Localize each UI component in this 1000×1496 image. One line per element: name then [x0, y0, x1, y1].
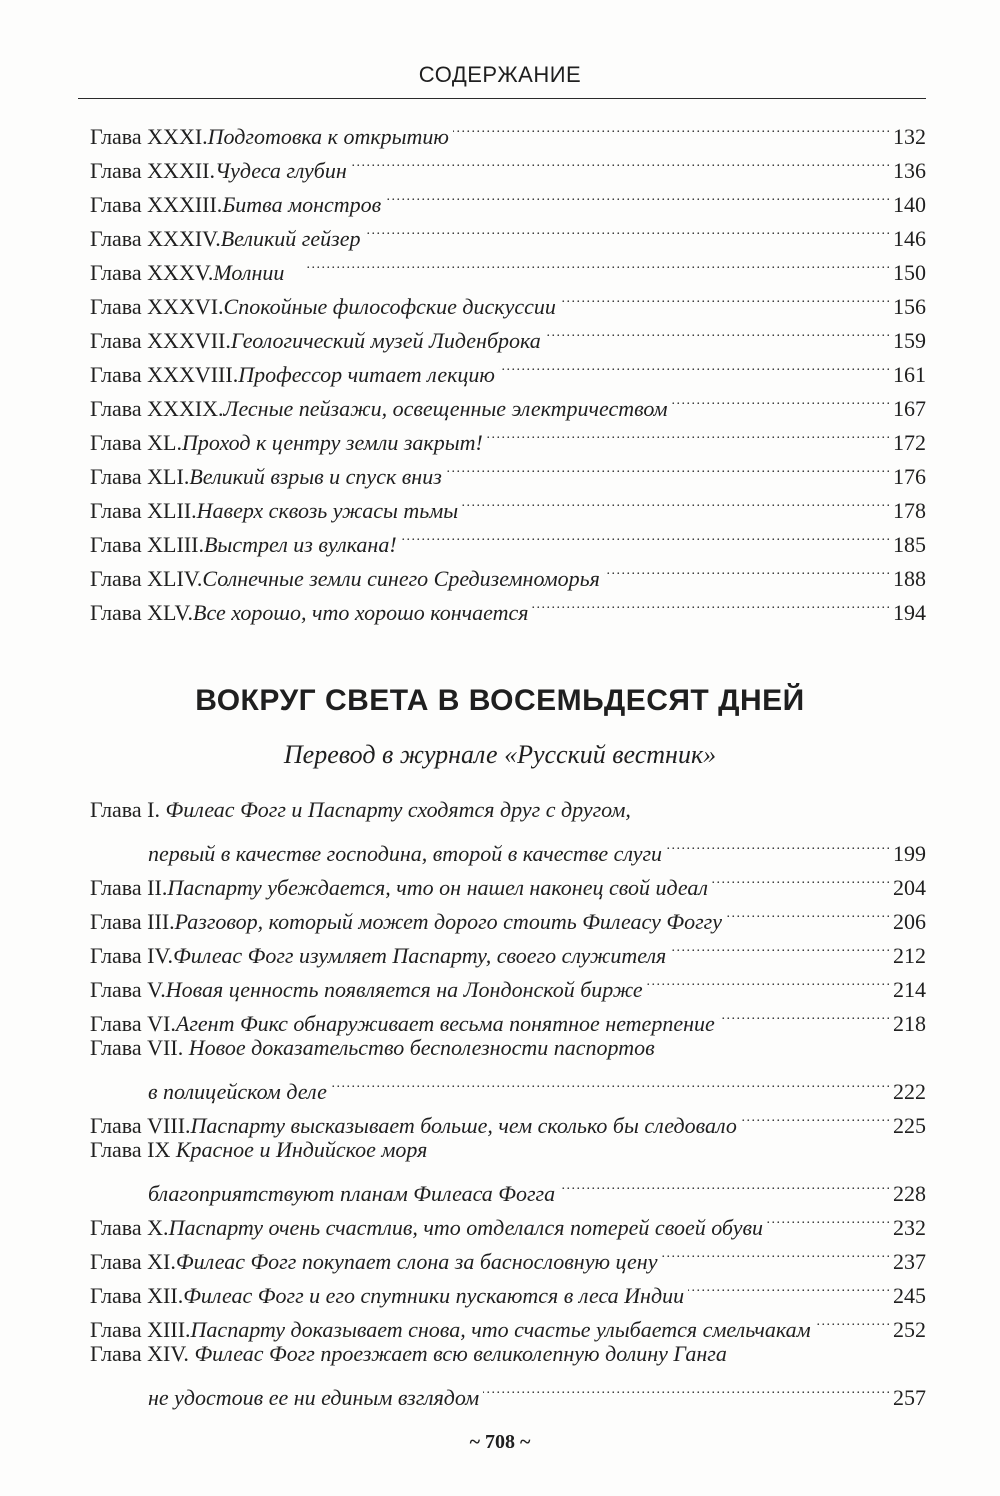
chapter-title: Чудеса глубин: [215, 158, 347, 183]
page-number-ref: 245: [893, 1283, 926, 1308]
chapter-title: Паспарту очень счастлив, что отделался потерей своей обуви: [168, 1215, 764, 1240]
header-rule: [78, 98, 926, 99]
chapter-label: Глава XLV.: [90, 600, 194, 625]
chapter-label: Глава XXXVII.: [90, 328, 231, 353]
page-number-ref: 222: [893, 1079, 926, 1104]
dot-leader: [385, 178, 889, 212]
dot-leader: [560, 280, 889, 314]
page-number-ref: 218: [893, 1011, 926, 1036]
chapter-label: Глава XXXIV.: [90, 226, 221, 251]
dot-leader: [604, 552, 889, 586]
dot-leader: [364, 212, 889, 246]
chapter-label: Глава VIII.: [90, 1113, 191, 1138]
page-number-ref: 188: [893, 566, 926, 591]
page-number-ref: 150: [893, 260, 926, 285]
page-number-ref: 257: [893, 1385, 926, 1410]
toc-part1: [90, 110, 926, 625]
page-number-ref: 185: [893, 532, 926, 557]
page-number-ref: 172: [893, 430, 926, 455]
chapter-title-continuation: первый в качестве господина, второй в качестве слуги: [148, 841, 663, 866]
chapter-label: Глава II.: [90, 875, 168, 900]
toc-part2: [90, 793, 926, 1410]
dot-leader: [712, 861, 889, 895]
chapter-label: Глава V.: [90, 977, 166, 1002]
chapter-label: Глава VII.: [90, 1035, 189, 1060]
running-head: СОДЕРЖАНИЕ: [418, 62, 582, 87]
chapter-title: Лесные пейзажи, освещенные электричеством: [223, 396, 668, 421]
dot-leader: [559, 1167, 889, 1201]
chapter-title: Филеас Фогг проезжает всю великолепную долину Ганга: [194, 1341, 727, 1366]
dot-leader: [545, 314, 889, 348]
dot-leader: [647, 963, 889, 997]
dot-leader: [672, 382, 889, 416]
chapter-title: Разговор, который может дорого стоить Филеасу Фоггу: [174, 909, 723, 934]
page-number-ref: 232: [893, 1215, 926, 1240]
chapter-title: Паспарту убеждается, что он нашел наконец свой идеал: [167, 875, 708, 900]
toc-entry-last-line: [90, 1371, 926, 1410]
chapter-label: Глава XXXVIII.: [90, 362, 239, 387]
chapter-title: Паспарту доказывает снова, что счастье улыбается смельчакам: [190, 1317, 811, 1342]
dot-leader: [532, 586, 889, 620]
chapter-title: Филеас Фогг и Паспарту сходятся друг с другом,: [165, 797, 631, 822]
page-number-ref: 228: [893, 1181, 926, 1206]
dot-leader: [741, 1099, 889, 1133]
toc-entry-first-line: [90, 1031, 926, 1065]
chapter-label: Глава VI.: [90, 1011, 176, 1036]
chapter-label: Глава XXXV.: [90, 260, 214, 285]
chapter-label: Глава XIII.: [90, 1317, 191, 1342]
chapter-title: Молнии: [213, 260, 285, 285]
chapter-label: Глава XL.: [90, 430, 182, 455]
chapter-title: Красное и Индийское моря: [175, 1137, 428, 1162]
page-number-ref: 206: [893, 909, 926, 934]
page-number: ~ 708 ~: [469, 1431, 531, 1453]
dot-leader: [288, 246, 889, 280]
page-number-ref: 204: [893, 875, 926, 900]
toc-entry-last-line: [90, 827, 926, 866]
chapter-title: Новая ценность появляется на Лондонской бирже: [165, 977, 643, 1002]
toc-entry-last-line: [90, 1167, 926, 1206]
dot-leader: [453, 110, 889, 144]
chapter-label: Глава XLIII.: [90, 532, 204, 557]
chapter-title: Филеас Фогг и его спутники пускаются в леса Индии: [183, 1283, 685, 1308]
chapter-label: Глава XXXIX.: [90, 396, 224, 421]
chapter-label: Глава XXXI.: [90, 124, 208, 149]
section-title: ВОКРУГ СВЕТА В ВОСЕМЬДЕСЯТ ДНЕЙ: [195, 684, 805, 717]
chapter-label: Глава IX: [90, 1137, 176, 1162]
dot-leader: [726, 895, 889, 929]
page-number-ref: 176: [893, 464, 926, 489]
chapter-title: Битва монстров: [222, 192, 382, 217]
chapter-label: Глава XXXII.: [90, 158, 215, 183]
chapter-title: Геологический музей Лиденброка: [230, 328, 541, 353]
chapter-label: Глава XIV.: [90, 1341, 195, 1366]
chapter-label: Глава I.: [90, 797, 166, 822]
toc-entry: [90, 1133, 926, 1206]
toc-entry: [90, 1337, 926, 1410]
page-number-ref: 199: [893, 841, 926, 866]
chapter-title: Спокойные философские дискуссии: [223, 294, 556, 319]
dot-leader: [767, 1201, 889, 1235]
chapter-title: Наверх сквозь ужасы тьмы: [196, 498, 459, 523]
dot-leader: [719, 997, 889, 1031]
page-number-ref: 167: [893, 396, 926, 421]
chapter-label: Глава XXXVI.: [90, 294, 224, 319]
chapter-title-continuation: благоприятствуют планам Филеаса Фогга: [148, 1181, 556, 1206]
section-subtitle: Перевод в журнале «Русский вестник»: [283, 740, 717, 769]
dot-leader: [462, 484, 889, 518]
chapter-label: Глава X.: [90, 1215, 169, 1240]
chapter-title: Филеас Фогг изумляет Паспарту, своего служителя: [173, 943, 667, 968]
chapter-label: Глава XI.: [90, 1249, 176, 1274]
toc-entry-last-line: [90, 1065, 926, 1104]
dot-leader: [351, 144, 889, 178]
page-number-ref: 194: [893, 600, 926, 625]
page-number-ref: 156: [893, 294, 926, 319]
chapter-title: Солнечные земли синего Средиземноморья: [202, 566, 600, 591]
page-number-ref: 146: [893, 226, 926, 251]
chapter-label: Глава XLI.: [90, 464, 190, 489]
chapter-title: Великий гейзер: [220, 226, 361, 251]
dot-leader: [331, 1065, 889, 1099]
chapter-label: Глава III.: [90, 909, 175, 934]
page-number-ref: 212: [893, 943, 926, 968]
chapter-label: Глава XII.: [90, 1283, 184, 1308]
dot-leader: [661, 1235, 889, 1269]
page-number-ref: 140: [893, 192, 926, 217]
chapter-title-continuation: в полицейском деле: [148, 1079, 327, 1104]
dot-leader: [499, 348, 889, 382]
chapter-title: Подготовка к открытию: [207, 124, 449, 149]
dot-leader: [401, 518, 889, 552]
chapter-label: Глава XLII.: [90, 498, 197, 523]
toc-entry: [90, 110, 926, 149]
page-number-ref: 252: [893, 1317, 926, 1342]
page-number-ref: 237: [893, 1249, 926, 1274]
dot-leader: [446, 450, 889, 484]
page-number-ref: 225: [893, 1113, 926, 1138]
page-number-ref: 132: [893, 124, 926, 149]
chapter-label: Глава XXXIII.: [90, 192, 223, 217]
chapter-title: Проход к центру земли закрыт!: [182, 430, 483, 455]
chapter-title: Агент Фикс обнаруживает весьма понятное нетерпение: [175, 1011, 715, 1036]
chapter-title-continuation: не удостоив ее ни единым взглядом: [148, 1385, 480, 1410]
dot-leader: [483, 1371, 889, 1405]
chapter-title: Новое доказательство бесполезности паспортов: [188, 1035, 655, 1060]
page-number-ref: 214: [893, 977, 926, 1002]
page-number-ref: 159: [893, 328, 926, 353]
chapter-title: Выстрел из вулкана!: [203, 532, 397, 557]
dot-leader: [487, 416, 889, 450]
chapter-title: Профессор читает лекцию: [238, 362, 495, 387]
dot-leader: [670, 929, 889, 963]
dot-leader: [688, 1269, 889, 1303]
chapter-title: Все хорошо, что хорошо кончается: [193, 600, 529, 625]
chapter-title: Великий взрыв и спуск вниз: [189, 464, 442, 489]
page-number-ref: 161: [893, 362, 926, 387]
dot-leader: [815, 1303, 889, 1337]
chapter-title: Паспарту высказывает больше, чем сколько бы следовало: [190, 1113, 737, 1138]
chapter-label: Глава IV.: [90, 943, 174, 968]
chapter-label: Глава XLIV.: [90, 566, 203, 591]
toc-entry: [90, 1031, 926, 1104]
page-number-ref: 178: [893, 498, 926, 523]
chapter-title: Филеас Фогг покупает слона за баснословную цену: [175, 1249, 658, 1274]
page-number-ref: 136: [893, 158, 926, 183]
toc-entry-first-line: [90, 793, 926, 827]
dot-leader: [666, 827, 889, 861]
toc-entry: [90, 793, 926, 866]
